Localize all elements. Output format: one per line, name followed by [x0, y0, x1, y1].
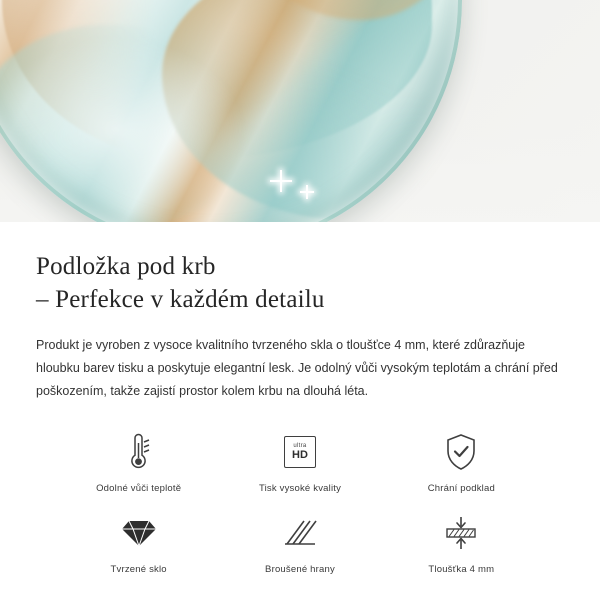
diamond-icon: [120, 510, 158, 556]
feature-grid: [36, 429, 564, 575]
shield-check-icon: [445, 429, 477, 475]
feature-label: Tloušťka 4 mm: [428, 564, 495, 576]
headline-line-1: Podložka pod krb: [36, 253, 216, 280]
thickness-arrows-icon: [441, 510, 481, 556]
ultra-hd-top-label: ultra: [293, 443, 307, 450]
feature-item-print-quality: [219, 429, 380, 494]
description-paragraph: Produkt je vyroben z vysoce kvalitního tvrzeného skla o tloušťce 4 mm, které zdůrazňuje hloubku barev tisku a poskytuje elegantní lesk. Je odolný vůči vysokým teplotám a chrání před poškozením, takže zajistí prostor kolem krbu na dlouhá léta.: [36, 338, 558, 399]
feature-label: Broušené hrany: [265, 564, 335, 576]
hero-image: [0, 0, 600, 222]
thermometer-icon: [122, 429, 156, 475]
feature-label: Odolné vůči teplotě: [96, 483, 182, 495]
polished-edges-icon: [282, 510, 318, 556]
ultra-hd-icon: [284, 429, 316, 475]
page-title: [36, 250, 564, 316]
glass-plate-image: [0, 0, 462, 222]
feature-label: Tisk vysoké kvality: [258, 483, 342, 495]
feature-item-thickness: [381, 510, 542, 575]
feature-item-polished-edges: [219, 510, 380, 575]
headline-line-2: – Perfekce v každém detailu: [36, 286, 325, 313]
feature-label: Tvrzené sklo: [110, 564, 167, 576]
feature-label: Chrání podklad: [427, 483, 495, 495]
feature-item-temperature: [58, 429, 219, 494]
ultra-hd-bottom-label: HD: [292, 449, 308, 462]
content-section: [0, 222, 600, 575]
feature-item-tempered-glass: [58, 510, 219, 575]
feature-item-surface-protection: [381, 429, 542, 494]
